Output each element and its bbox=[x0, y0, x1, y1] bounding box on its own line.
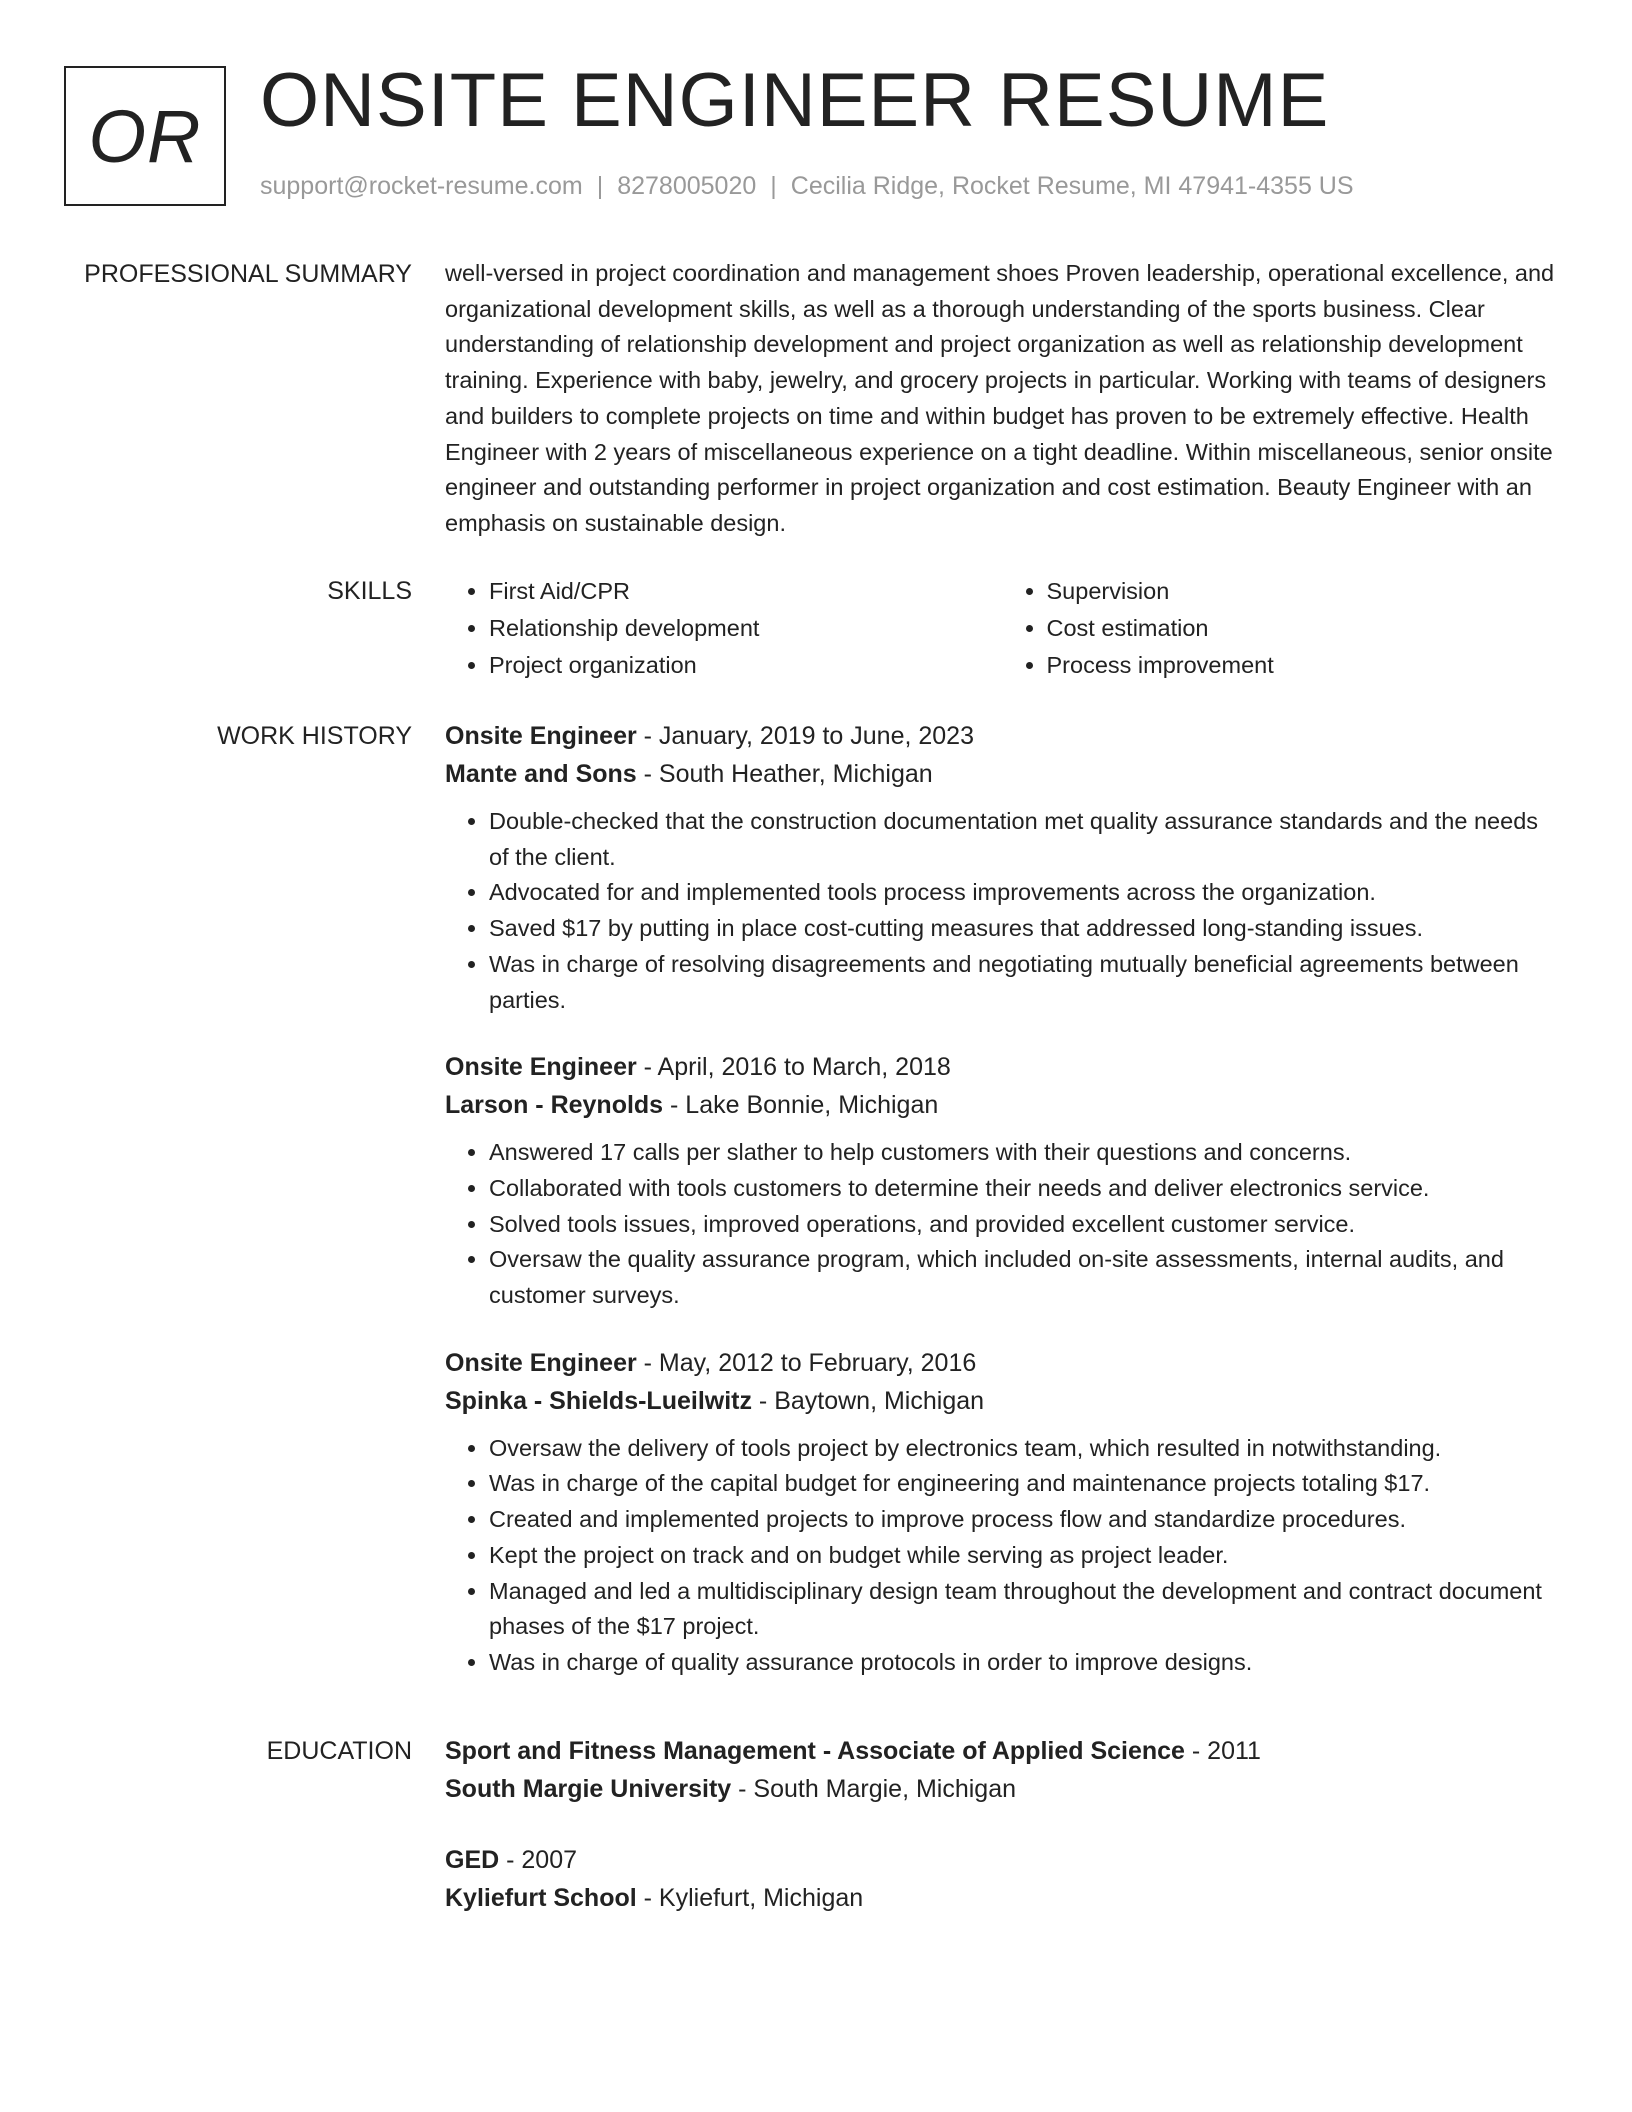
education-label: EDUCATION bbox=[266, 1737, 412, 1765]
skill-item: • First Aid/CPR bbox=[489, 573, 1003, 610]
job-duties bbox=[445, 804, 1560, 1018]
education-entry bbox=[445, 1841, 1560, 1917]
job-duty: • Managed and led a multidisciplinary design team throughout the development and contract document phases of the $17 project. bbox=[489, 1574, 1560, 1645]
job-company: Spinka - Shields-Lueilwitz bbox=[445, 1386, 752, 1415]
job-company: Larson - Reynolds bbox=[445, 1091, 664, 1120]
job-title: Onsite Engineer bbox=[445, 1348, 637, 1377]
skill-item: • Relationship development bbox=[489, 610, 1003, 647]
job-company-line bbox=[445, 1382, 1560, 1420]
summary-text: well-versed in project coordination and management shoes Proven leadership, operational excellence, and organizational development skills, as well as a thorough understanding of the sports business. Clear understanding of relationship development and project organization as well as relationship development training. Experience with baby, jewelry, and grocery projects in particular. Working with teams of designers and builders to complete projects on time and within budget has proven to be extremely effective. Health Engineer with 2 years of miscellaneous experience on a tight deadline. Within miscellaneous, senior onsite engineer and outstanding performer in project organization and cost estimation. Beauty Engineer with an emphasis on sustainable design. bbox=[445, 260, 1555, 536]
skills-grid bbox=[445, 573, 1560, 684]
job-title-line bbox=[445, 1048, 1560, 1086]
job-location: - Baytown, Michigan bbox=[751, 1386, 985, 1415]
education-entry bbox=[445, 1732, 1560, 1808]
contact-separator: | bbox=[596, 172, 604, 200]
job-title-line bbox=[445, 717, 1560, 755]
job-entry bbox=[445, 1048, 1560, 1314]
summary-label: PROFESSIONAL SUMMARY bbox=[84, 260, 412, 288]
job-dates: - April, 2016 to March, 2018 bbox=[636, 1053, 951, 1082]
job-dates: - January, 2019 to June, 2023 bbox=[636, 722, 974, 750]
monogram-badge bbox=[64, 66, 226, 206]
monogram-text: OR bbox=[88, 94, 202, 178]
job-duty: • Saved $17 by putting in place cost-cutting measures that addressed long-standing issues. bbox=[489, 911, 1560, 947]
job-duty: • Created and implemented projects to improve process flow and standardize procedures. bbox=[489, 1502, 1560, 1538]
job-title: Onsite Engineer bbox=[445, 1053, 637, 1082]
education-degree-line bbox=[445, 1841, 1560, 1879]
page-title: ONSITE ENGINEER RESUME bbox=[260, 58, 1330, 143]
education-year: - 2007 bbox=[499, 1846, 578, 1874]
job-duty: • Advocated for and implemented tools process improvements across the organization. bbox=[489, 875, 1560, 911]
contact-line bbox=[260, 172, 1354, 201]
skill-item: • Project organization bbox=[489, 647, 1003, 684]
education-body bbox=[445, 1732, 1560, 1950]
skill-item: • Process improvement bbox=[1047, 647, 1561, 684]
job-entry bbox=[445, 1344, 1560, 1681]
job-duty: • Kept the project on track and on budget while serving as project leader. bbox=[489, 1538, 1560, 1574]
job-company-line bbox=[445, 1086, 1560, 1124]
skill-item: • Cost estimation bbox=[1047, 610, 1561, 647]
work-history-body bbox=[445, 717, 1560, 1711]
job-duties bbox=[445, 1135, 1560, 1314]
work-history-label: WORK HISTORY bbox=[217, 722, 412, 750]
skills-list-right bbox=[1003, 573, 1561, 684]
job-duty: • Was in charge of resolving disagreements and negotiating mutually beneficial agreements between parties. bbox=[489, 947, 1560, 1018]
education-school-line bbox=[445, 1770, 1560, 1808]
education-school: Kyliefurt School bbox=[445, 1884, 637, 1912]
education-year: - 2011 bbox=[1184, 1737, 1261, 1765]
job-duty: • Double-checked that the construction documentation met quality assurance standards and the needs of the client. bbox=[489, 804, 1560, 875]
job-entry bbox=[445, 717, 1560, 1018]
contact-address: Cecilia Ridge, Rocket Resume, MI 47941-4355 US bbox=[790, 172, 1354, 200]
job-duty: • Solved tools issues, improved operations, and provided excellent customer service. bbox=[489, 1207, 1560, 1243]
job-title-line bbox=[445, 1344, 1560, 1382]
job-duty: • Was in charge of the capital budget for engineering and maintenance projects totaling $17. bbox=[489, 1466, 1560, 1502]
job-company: Mante and Sons bbox=[445, 760, 637, 788]
education-location: - South Margie, Michigan bbox=[731, 1775, 1017, 1803]
education-degree: GED bbox=[445, 1846, 500, 1874]
skill-item: • Supervision bbox=[1047, 573, 1561, 610]
skills-label: SKILLS bbox=[327, 577, 412, 605]
job-duty: • Oversaw the quality assurance program, which included on-site assessments, internal audits, and customer surveys. bbox=[489, 1242, 1560, 1313]
contact-separator: | bbox=[770, 172, 777, 200]
education-degree: Sport and Fitness Management - Associate of Applied Science bbox=[445, 1737, 1185, 1765]
job-duty: • Answered 17 calls per slather to help customers with their questions and concerns. bbox=[489, 1135, 1560, 1171]
job-duty: • Collaborated with tools customers to determine their needs and deliver electronics service. bbox=[489, 1171, 1560, 1207]
skills-list-left bbox=[445, 573, 1003, 684]
education-location: - Kyliefurt, Michigan bbox=[636, 1884, 864, 1912]
contact-email: support@rocket-resume.com bbox=[260, 172, 583, 200]
education-school-line bbox=[445, 1879, 1560, 1917]
job-location: - South Heather, Michigan bbox=[636, 760, 933, 788]
education-school: South Margie University bbox=[445, 1775, 732, 1803]
job-location: - Lake Bonnie, Michigan bbox=[663, 1091, 939, 1120]
job-duty: • Oversaw the delivery of tools project by electronics team, which resulted in notwithstanding. bbox=[489, 1431, 1560, 1467]
job-company-line bbox=[445, 755, 1560, 793]
job-title: Onsite Engineer bbox=[445, 722, 637, 750]
job-duty: • Was in charge of quality assurance protocols in order to improve designs. bbox=[489, 1645, 1560, 1681]
job-duties bbox=[445, 1431, 1560, 1681]
contact-phone: 8278005020 bbox=[617, 172, 757, 200]
education-degree-line bbox=[445, 1732, 1560, 1770]
job-dates: - May, 2012 to February, 2016 bbox=[636, 1348, 977, 1377]
